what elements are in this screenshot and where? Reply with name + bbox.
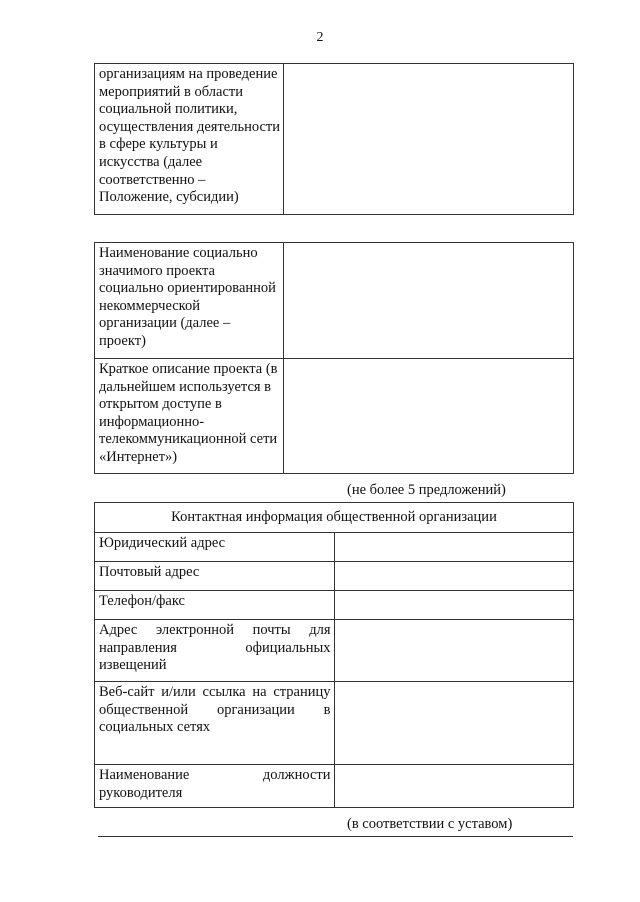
- table-contact-info: [94, 502, 574, 808]
- cell-value-postal-address[interactable]: [334, 562, 574, 591]
- cell-value-project-description[interactable]: [284, 359, 574, 474]
- cell-label-head-position: Наименование должности руководителя: [95, 765, 335, 808]
- table-row: [95, 765, 574, 808]
- cell-value-email[interactable]: [334, 620, 574, 682]
- table-row: [95, 359, 574, 474]
- cell-label-email: Адрес электронной почты для направления официальных извещений: [95, 620, 335, 682]
- table-row: [95, 591, 574, 620]
- signature-line: [98, 836, 573, 837]
- table-row: [95, 682, 574, 765]
- table-project: [94, 242, 574, 474]
- table-row: [95, 562, 574, 591]
- cell-label-postal-address: Почтовый адрес: [95, 562, 335, 591]
- cell-label-project-name: Наименование социально значимого проекта социально ориентированной некоммерческой организации (далее – проект): [95, 243, 284, 359]
- note-per-charter: (в соответствии с уставом): [347, 816, 513, 832]
- cell-label-continuation: организациям на проведение мероприятий в области социальной политики, осуществления деятельности в сфере культуры и искусства (далее соответственно – Положение, субсидии): [95, 64, 284, 215]
- cell-value-phone-fax[interactable]: [334, 591, 574, 620]
- table-row: [95, 533, 574, 562]
- table-subsidy-continuation: [94, 63, 574, 215]
- table-row: [95, 620, 574, 682]
- cell-label-project-description: Краткое описание проекта (в дальнейшем используется в открытом доступе в информационно-телекоммуникационной сети «Интернет»): [95, 359, 284, 474]
- cell-value-head-position[interactable]: [334, 765, 574, 808]
- table-row: [95, 64, 574, 215]
- cell-label-phone-fax: Телефон/факс: [95, 591, 335, 620]
- table-row: [95, 243, 574, 359]
- cell-value-project-name[interactable]: [284, 243, 574, 359]
- cell-label-legal-address: Юридический адрес: [95, 533, 335, 562]
- cell-label-website: Веб-сайт и/или ссылка на страницу общественной организации в социальных сетях: [95, 682, 335, 765]
- cell-value-legal-address[interactable]: [334, 533, 574, 562]
- cell-value-continuation[interactable]: [284, 64, 574, 215]
- table-header-row: [95, 503, 574, 533]
- page-number: 2: [316, 30, 324, 45]
- contact-info-header: Контактная информация общественной организации: [95, 503, 574, 533]
- cell-value-website[interactable]: [334, 682, 574, 765]
- note-max-sentences: (не более 5 предложений): [347, 482, 506, 498]
